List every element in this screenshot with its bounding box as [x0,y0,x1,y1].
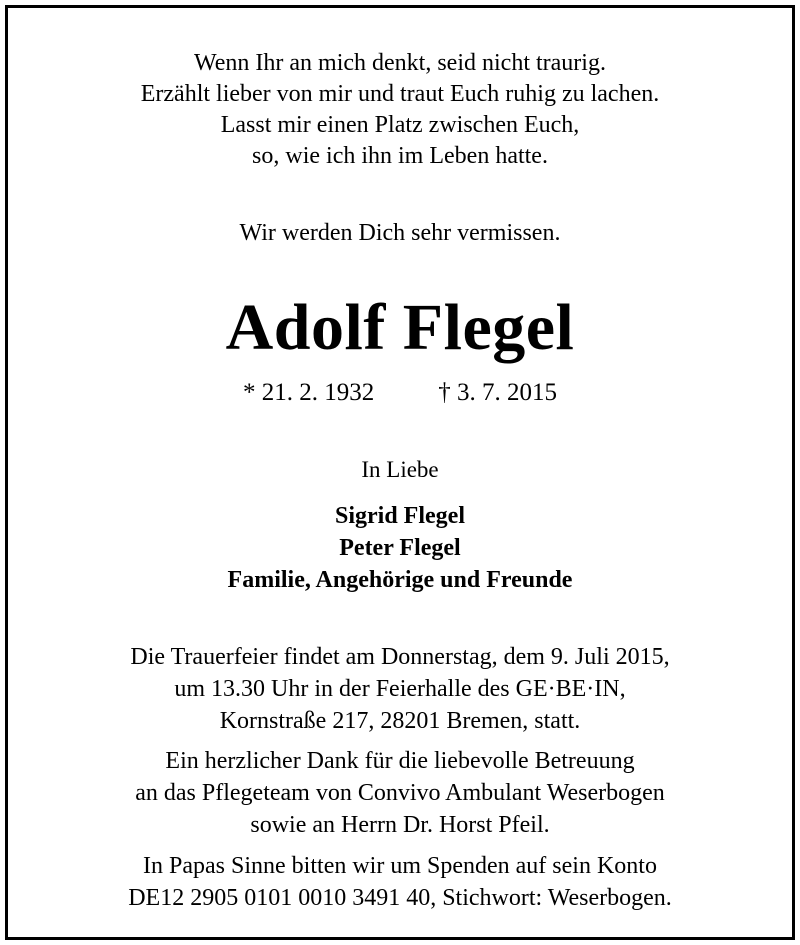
deceased-name: Adolf Flegel [225,291,575,364]
funeral-info [8,641,792,737]
donation-request [8,850,792,914]
funeral-line: Kornstraße 217, 28201 Bremen, statt. [219,708,581,734]
funeral-line: um 13.30 Uhr in der Feierhalle des GE·BE·IN, [174,676,626,702]
miss-text: Wir werden Dich sehr vermissen. [239,220,561,246]
mourner-name: Familie, Angehörige und Freunde [227,567,573,593]
donation-line: In Papas Sinne bitten wir um Spenden auf sein Konto [143,853,657,879]
poem-line: Lasst mir einen Platz zwischen Euch, [220,112,580,138]
life-dates [8,376,792,410]
death-date: † 3. 7. 2015 [438,379,557,406]
mourner-name: Peter Flegel [339,535,461,561]
poem-line: Erzählt lieber von mir und traut Euch ruhig zu lachen. [140,81,660,107]
poem-line: Wenn Ihr an mich denkt, seid nicht traurig. [194,50,606,76]
funeral-line: Die Trauerfeier findet am Donnerstag, dem 9. Juli 2015, [130,644,670,670]
mourners-intro: In Liebe [361,457,439,482]
thanks-line: an das Pflegeteam von Convivo Ambulant Weserbogen [135,780,665,806]
donation-line: DE12 2905 0101 0010 3491 40, Stichwort: Weserbogen. [128,885,672,911]
thanks-line: Ein herzlicher Dank für die liebevolle Betreuung [165,748,635,774]
thanks-note [8,745,792,841]
birth-date: * 21. 2. 1932 [243,379,375,406]
thanks-line: sowie an Herrn Dr. Horst Pfeil. [250,812,550,838]
poem-line: so, wie ich ihn im Leben hatte. [252,143,548,169]
obituary-notice-frame [5,5,795,940]
poem-verse [8,48,792,172]
mourner-name: Sigrid Flegel [335,503,465,529]
mourners-list [8,500,792,596]
